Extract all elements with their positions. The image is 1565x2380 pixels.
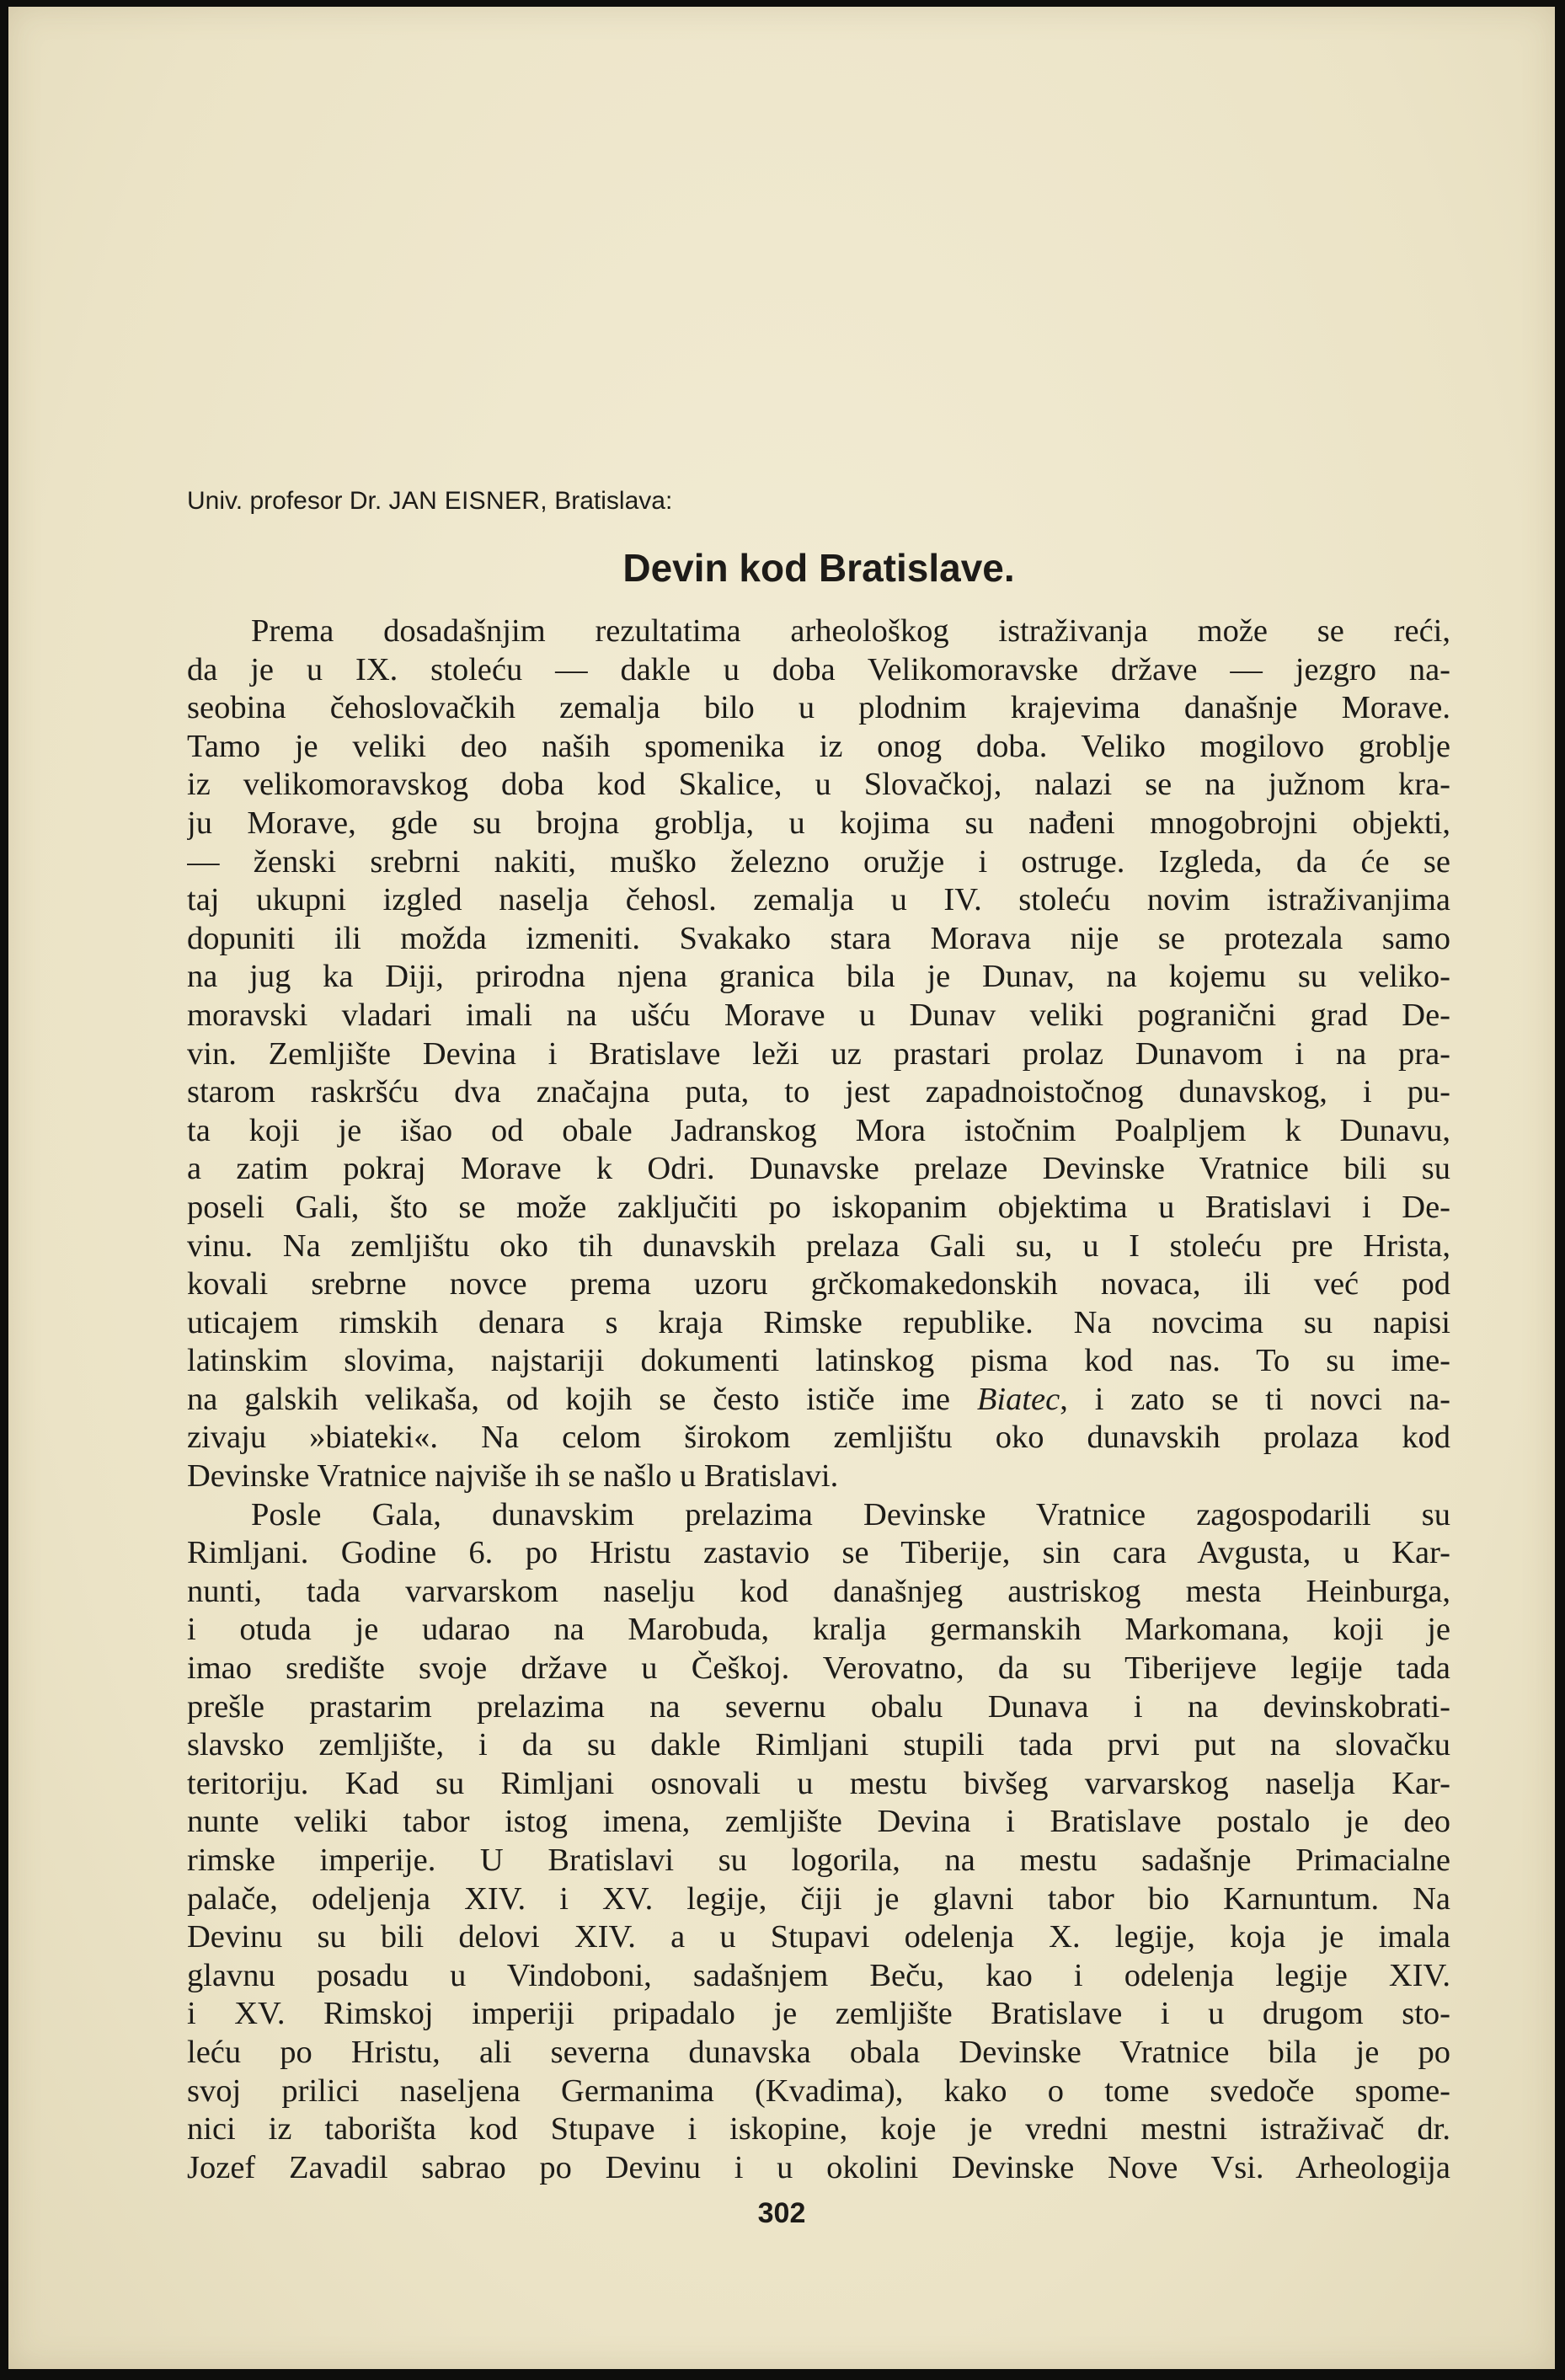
text-line: Prema dosadašnjim rezultatima arheološkog istraživanja može se reći, bbox=[251, 613, 1450, 649]
text-line: palače, odeljenja XIV. i XV. legije, čiji je glavni tabor bio Karnuntum. Na bbox=[187, 1880, 1450, 1917]
text-line: latinskim slovima, najstariji dokumenti latinskog pisma kod nas. To su ime- bbox=[187, 1343, 1450, 1379]
text-line: nici iz taborišta kod Stupave i iskopine, koje je vredni mestni istraživač dr. bbox=[187, 2111, 1450, 2147]
paragraph-1 bbox=[187, 612, 1450, 1496]
text-line: moravski vladari imali na ušću Morave u Dunav veliki pogranični grad De- bbox=[187, 997, 1450, 1033]
byline bbox=[187, 483, 1450, 520]
text-line: svoj prilici naseljena Germanima (Kvadima), kako o tome svedoče spome- bbox=[187, 2072, 1450, 2109]
text-line: glavnu posadu u Vindoboni, sadašnjem Beču, kao i odelenja legije XIV. bbox=[187, 1957, 1450, 1993]
text-line: na jug ka Diji, prirodna njena granica bila je Dunav, na kojemu su veliko- bbox=[187, 959, 1450, 995]
text-line: nunte veliki tabor istog imena, zemljište Devina i Bratislave postalo je deo bbox=[187, 1804, 1450, 1840]
text-line: leću po Hristu, ali severna dunavska obala Devinske Vratnice bila je po bbox=[187, 2034, 1450, 2070]
text-line: prešle prastarim prelazima na severnu obalu Dunava i na devinskobrati- bbox=[187, 1688, 1450, 1725]
text-line: vinu. Na zemljištu oko tih dunavskih prelaza Gali su, u I stoleću pre Hrista, bbox=[187, 1227, 1450, 1264]
text-line: seobina čehoslovačkih zemalja bilo u plodnim krajevima današnje Morave. bbox=[187, 690, 1450, 726]
text-line: ju Morave, gde su brojna groblja, u kojima su nađeni mnogobrojni objekti, bbox=[187, 805, 1450, 841]
author-location: Bratislava: bbox=[554, 487, 673, 515]
text-line: Jozef Zavadil sabrao po Devinu i u okolini Devinske Nove Vsi. Arheologija bbox=[187, 2149, 1450, 2185]
text-line: Devinu su bili delovi XIV. a u Stupavi odelenja X. legije, koja je imala bbox=[187, 1919, 1450, 1955]
page-number: 302 bbox=[757, 2197, 806, 2229]
article bbox=[187, 483, 1450, 2187]
text-line: i XV. Rimskoj imperiji pripadalo je zemljište Bratislave i u drugom sto- bbox=[187, 1996, 1450, 2032]
text-line: i otuda je udarao na Marobuda, kralja germanskih Markomana, koji je bbox=[187, 1612, 1450, 1648]
text-line: starom raskršću dva značajna puta, to jest zapadnoistočnog dunavskog, i pu- bbox=[187, 1074, 1450, 1110]
text-line: kovali srebrne novce prema uzoru grčkomakedonskih novaca, ili već pod bbox=[187, 1266, 1450, 1302]
article-title: Devin kod Bratislave. bbox=[622, 546, 1015, 590]
text-line: Rimljani. Godine 6. po Hristu zastavio se Tiberije, sin cara Avgusta, u Kar- bbox=[187, 1535, 1450, 1571]
byline-prefix: Univ. profesor Dr. bbox=[187, 487, 382, 515]
author-name: JAN EISNER, bbox=[388, 487, 547, 515]
text-line: nunti, tada varvarskom naselju kod današnjeg austriskog mesta Heinburga, bbox=[187, 1573, 1450, 1609]
text-line: a zatim pokraj Morave k Odri. Dunavske prelaze Devinske Vratnice bili su bbox=[187, 1151, 1450, 1187]
paragraph-2 bbox=[187, 1496, 1450, 2188]
text-line: teritoriju. Kad su Rimljani osnovali u mestu bivšeg varvarskog naselja Kar- bbox=[187, 1765, 1450, 1801]
text-line: na galskih velikaša, od kojih se često ističe ime Biatec, i zato se ti novci na- bbox=[187, 1381, 1450, 1417]
text-line: Posle Gala, dunavskim prelazima Devinske Vratnice zagospodarili su bbox=[251, 1496, 1450, 1532]
article-body bbox=[187, 612, 1450, 2187]
text-line: vin. Zemljište Devina i Bratislave leži uz prastari prolaz Dunavom i na pra- bbox=[187, 1035, 1450, 1072]
text-line: da je u IX. stoleću — dakle u doba Velikomoravske države — jezgro na- bbox=[187, 651, 1450, 687]
text-line: imao središte svoje države u Češkoj. Verovatno, da su Tiberijeve legije tada bbox=[187, 1650, 1450, 1687]
text-line: poseli Gali, što se može zaključiti po iskopanim objektima u Bratislavi i De- bbox=[187, 1189, 1450, 1225]
text-line: dopuniti ili možda izmeniti. Svakako stara Morava nije se protezala samo bbox=[187, 920, 1450, 956]
text-line: uticajem rimskih denara s kraja Rimske republike. Na novcima su napisi bbox=[187, 1304, 1450, 1340]
text-line: Devinske Vratnice najviše ih se našlo u Bratislavi. bbox=[187, 1458, 839, 1495]
text-line: zivaju »biateki«. Na celom širokom zemljištu oko dunavskih prolaza kod bbox=[187, 1420, 1450, 1456]
text-line: Tamo je veliki deo naših spomenika iz onog doba. Veliko mogilovo groblje bbox=[187, 728, 1450, 764]
text-line: taj ukupni izgled naselja čehosl. zemalja u IV. stoleću novim istraživanjima bbox=[187, 882, 1450, 918]
document-page bbox=[8, 7, 1555, 2369]
text-line: iz velikomoravskog doba kod Skalice, u Slovačkoj, nalazi se na južnom kra- bbox=[187, 767, 1450, 803]
text-line: — ženski srebrni nakiti, muško železno oružje i ostruge. Izgleda, da će se bbox=[187, 843, 1450, 880]
text-line: rimske imperije. U Bratislavi su logorila, na mestu sadašnje Primacialne bbox=[187, 1842, 1450, 1878]
text-line: ta koji je išao od obale Jadranskog Mora istočnim Poalpljem k Dunavu, bbox=[187, 1112, 1450, 1148]
italic-word: Biatec bbox=[976, 1381, 1060, 1417]
text-line: slavsko zemljište, i da su dakle Rimljani stupili tada prvi put na slovačku bbox=[187, 1727, 1450, 1763]
